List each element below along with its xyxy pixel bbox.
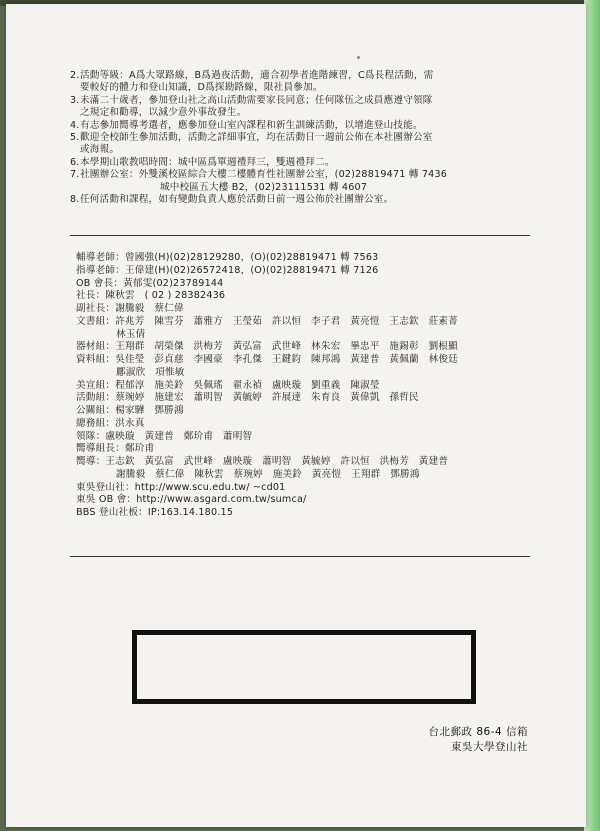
staff-row (76, 252, 526, 265)
staff-members: 曾國強(H)(02)28129280，(O)(02)28819471 轉 7563 (124, 252, 379, 263)
staff-row (76, 431, 526, 444)
return-address (428, 725, 528, 755)
staff-members: 鄭玠甫 (124, 443, 155, 455)
staff-members: IP:163.14.180.15 (147, 507, 234, 518)
staff-row (76, 469, 526, 482)
staff-role-label: 社長： (76, 290, 106, 302)
divider-top (70, 235, 530, 236)
staff-role-label: 美宣組： (76, 379, 116, 391)
paper-speck (357, 56, 360, 59)
staff-row (76, 405, 526, 418)
staff-row (76, 507, 526, 520)
staff-role-label: BBS 登山社板： (76, 507, 148, 518)
staff-members: 陳秋雲 ( 02 ) 28382436 (105, 290, 226, 302)
staff-role-label: 指導老師： (76, 264, 125, 276)
staff-role-label: 副社長： (76, 303, 116, 314)
rule-number: 8. (70, 194, 80, 206)
staff-row (76, 443, 526, 456)
staff-members: 王志欽 黃弘富 武世峰 盧映璇 蕭明智 黃毓婷 許以恒 洪梅芳 黃建普 (105, 456, 449, 467)
staff-role-label: 嚮導： (76, 456, 106, 467)
rule-text-line: 城中校區五大樓 B2，(02)23111531 轉 4607 (160, 181, 368, 193)
rules-list (70, 70, 530, 206)
staff-role-label: 東吳登山社： (76, 481, 135, 493)
rule-item (70, 169, 530, 181)
staff-row (76, 418, 526, 431)
staff-row (76, 278, 526, 291)
staff-members: 王偉建(H)(02)26572418，(O)(02)28819471 轉 7126 (124, 264, 379, 276)
staff-members: 盧映璇 黃建普 鄭玠甫 蕭明智 (105, 430, 253, 442)
staff-members: http://www.scu.edu.tw/ ~cd01 (134, 481, 286, 493)
staff-members: 洪永真 (115, 417, 145, 429)
staff-members: 許兆芳 陳雪芬 蕭雅方 王瑩茹 許以恒 李子君 黃亮愷 王志欽 莊素菁 (115, 315, 458, 327)
staff-role-label: 文書組： (76, 315, 116, 327)
staff-members: 楊家驊 鄧勝鴻 (115, 405, 184, 416)
rule-text-line: 之規定和勸導，以減少意外事故發生。 (80, 107, 247, 119)
staff-members: http://www.asgard.com.tw/sumca/ (136, 494, 307, 506)
rule-number: 2. (70, 70, 80, 81)
rule-text-line: 活動等級：A爲大眾路線，B爲過夜活動，適合初學者進階練習，C爲長程活動，需 (80, 70, 434, 81)
staff-members: 王翔群 胡榮傑 洪梅芳 黃弘富 武世峰 林朱宏 畢忠平 施錫彰 劉根顯 (115, 341, 458, 353)
rule-text-line: 要較好的體力和登山知識，D爲探勘路線，限社員參加。 (80, 82, 323, 94)
staff-role-label: 領隊： (76, 430, 106, 442)
staff-role-label: 輔導老師： (76, 252, 125, 263)
rule-item (70, 157, 530, 169)
rule-text-line: 本學期山歌教唱時間：城中區爲單週禮拜三，雙週禮拜二。 (80, 156, 335, 168)
staff-role-label: 資料組： (76, 354, 116, 365)
staff-row (76, 367, 526, 380)
rule-item (70, 132, 530, 157)
rule-item (70, 70, 530, 95)
staff-members: 酈淑欣 項惟敏 (116, 366, 185, 378)
staff-role-label: 公關組： (76, 405, 116, 416)
staff-row (76, 341, 526, 354)
staff-row (76, 265, 526, 278)
rule-item (70, 95, 530, 120)
rule-text-line: 未滿二十歲者，參加登山社之高山活動需要家長同意；任何隊伍之成員應遵守領隊 (80, 94, 433, 106)
staff-row (76, 494, 526, 507)
staff-role-label: 總務組： (76, 417, 116, 429)
rule-item (70, 182, 530, 194)
rule-number: 5. (70, 132, 80, 144)
rule-number: 6. (70, 156, 80, 168)
staff-row (76, 482, 526, 495)
staff-row (76, 380, 526, 393)
rule-text-line: 有志參加嚮導考選者，應參加登山室內課程和新生訓練活動，以增進登山技能。 (80, 119, 423, 131)
staff-directory (76, 252, 526, 520)
staff-row (76, 354, 526, 367)
rule-text-line: 任何活動和課程，如有變動負責人應於活動日前一週公佈於社團辦公室。 (80, 194, 394, 206)
staff-members: 吳佳瑩 彭貞慈 李國豪 李孔傑 王鍵鈞 陳邦鴻 黃建普 黃佩蘭 林俊廷 (115, 354, 458, 365)
address-label-box (132, 630, 476, 704)
staff-role-label: OB 會長： (76, 277, 124, 289)
staff-role-label: 器材組： (76, 341, 116, 353)
staff-row (76, 456, 526, 469)
rule-text-line: 社團辦公室：外雙溪校區綜合大樓二樓體育性社團辦公室，(02)28819471 轉 7436 (80, 169, 448, 181)
staff-role-label: 東吳 OB 會： (76, 494, 137, 506)
staff-members: 程郁淳 施美鈴 吳佩瑤 翟永禎 盧映璇 劉重義 陳淑瑩 (115, 379, 380, 391)
rule-text-line: 或海報。 (80, 144, 120, 156)
background-right-strip (584, 0, 600, 831)
club-name-text: 東吳大學登山社 (451, 741, 528, 753)
staff-row (76, 290, 526, 303)
staff-members: 黃郁雯(02)23789144 (123, 277, 224, 289)
staff-row (76, 303, 526, 316)
rule-item (70, 194, 530, 206)
staff-members: 蔡琬婷 施建宏 蕭明智 黃毓婷 許展達 朱育良 黃偉凱 孫哲民 (115, 392, 419, 404)
staff-members: 謝騰毅 蔡仁偉 (115, 303, 184, 314)
rule-item (70, 120, 530, 132)
staff-members: 林玉倩 (116, 328, 146, 340)
staff-members: 謝騰毅 蔡仁偉 陳秋雲 蔡琬婷 施美鈴 黃亮愷 王翔群 鄧勝鴻 (116, 468, 420, 480)
rule-text-line: 歡迎全校師生參加活動，活動之詳細事宜，均在活動日一週前公佈在本社團辦公室 (80, 132, 433, 144)
staff-role-label: 活動組： (76, 392, 116, 404)
staff-row (76, 316, 526, 329)
rule-number: 4. (70, 119, 80, 131)
staff-row (76, 329, 526, 342)
staff-row (76, 392, 526, 405)
divider-bottom (70, 556, 530, 557)
po-box-text: 台北郵政 86-4 信箱 (428, 726, 528, 738)
rule-number: 7. (70, 169, 80, 181)
staff-role-label: 嚮導組長： (76, 443, 125, 455)
rule-number: 3. (70, 94, 80, 106)
